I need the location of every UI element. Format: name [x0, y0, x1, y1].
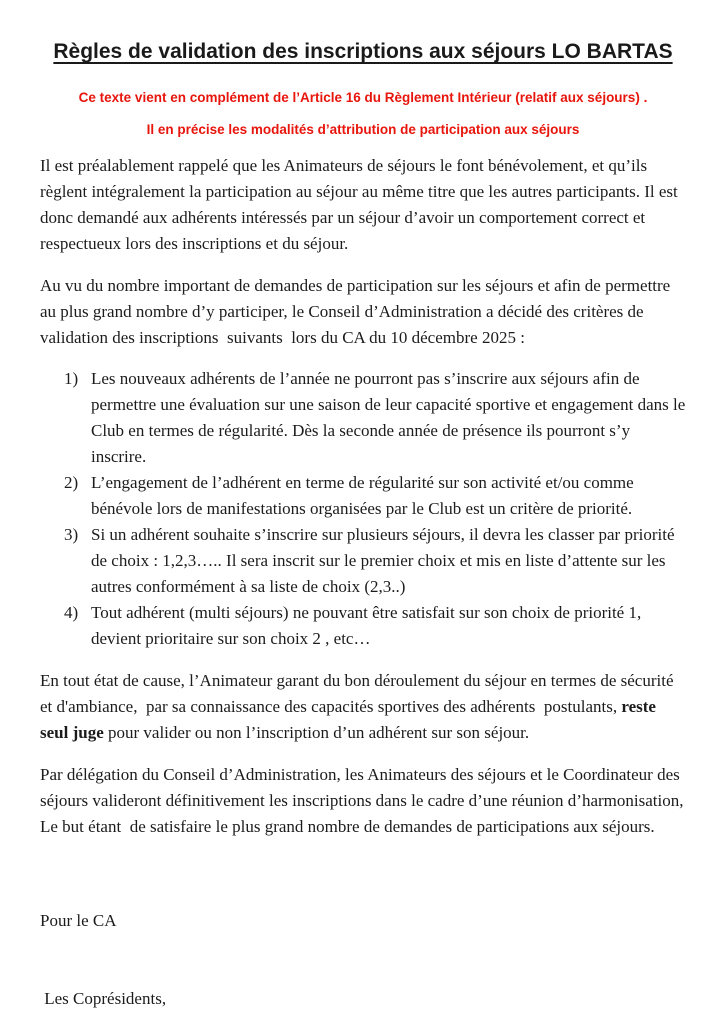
list-item-text: Les nouveaux adhérents de l’année ne pourront pas s’inscrire aux séjours afin de permettre une évaluation sur une saison de leur capacité sportive et engagement dans le Club en termes de régularité. Dès la seconde année de présence ils pourront s’y inscrire.: [91, 369, 690, 466]
paragraph-context: Au vu du nombre important de demandes de participation sur les séjours et afin de permettre au plus grand nombre d’y participer, le Conseil d’Administration a décidé des critères de validation des inscriptions suivants lors du CA du 10 décembre 2025 :: [40, 276, 675, 347]
animator-judge-text-before: En tout état de cause, l’Animateur garant du bon déroulement du séjour en termes de sécurité et d'ambiance, par sa connaissance des capacités sportives des adhérents postulants,: [40, 671, 678, 716]
rules-list: [64, 366, 690, 652]
page-title: Règles de validation des inscriptions aux séjours LO BARTAS: [53, 40, 673, 63]
animator-judge-text-bold: reste seul juge: [40, 697, 661, 742]
signoff-block: [40, 856, 686, 1024]
list-item: [64, 366, 690, 470]
list-item-number: 4): [64, 603, 79, 622]
header-note-1: Ce texte vient en complément de l’Article 16 du Règlement Intérieur (relatif aux séjours) .: [78, 90, 648, 105]
animator-judge-text-after: pour valider ou non l’inscription d’un adhérent sur son séjour.: [103, 723, 530, 742]
list-item: [64, 600, 686, 652]
signoff-for-ca: Pour le CA: [40, 911, 117, 930]
paragraph-intro: Il est préalablement rappelé que les Animateurs de séjours le font bénévolement, et qu’ils règlent intégralement la participation au séjour au même titre que les autres participants. Il est donc demandé aux adhérents intéressés par un séjour d’avoir un comportement correct et respectueux lors des inscriptions et du séjour.: [40, 156, 682, 253]
paragraph-delegation: Par délégation du Conseil d’Administration, les Animateurs des séjours et le Coordinateur des séjours valideront définitivement les inscriptions dans le cadre d’une réunion d’harmonisation, Le but étant de satisfaire le plus grand nombre de demandes de participations aux séjours.: [40, 765, 688, 836]
list-item-text: L’engagement de l’adhérent en terme de régularité sur son activité et/ou comme bénévole lors de manifestations organisées par le Club est un critère de priorité.: [91, 473, 638, 518]
list-item-number: 1): [64, 369, 79, 388]
list-item-text: Si un adhérent souhaite s’inscrire sur plusieurs séjours, il devra les classer par priorité de choix : 1,2,3….. Il sera inscrit sur le premier choix et mis en liste d’attente sur les autres conformément à sa liste de choix (2,3..): [91, 525, 679, 596]
paragraph-animator-judge: [40, 668, 686, 746]
list-item: [64, 522, 686, 600]
list-item-text: Tout adhérent (multi séjours) ne pouvant être satisfait sur son choix de priorité 1, devient prioritaire sur son choix 2 , etc…: [91, 603, 646, 648]
list-item-number: 3): [64, 525, 79, 544]
header-note-2: Il en précise les modalités d’attribution de participation aux séjours: [146, 122, 580, 137]
signoff-copresidents: Les Coprésidents,: [40, 989, 167, 1008]
list-item: [64, 470, 686, 522]
list-item-number: 2): [64, 473, 79, 492]
